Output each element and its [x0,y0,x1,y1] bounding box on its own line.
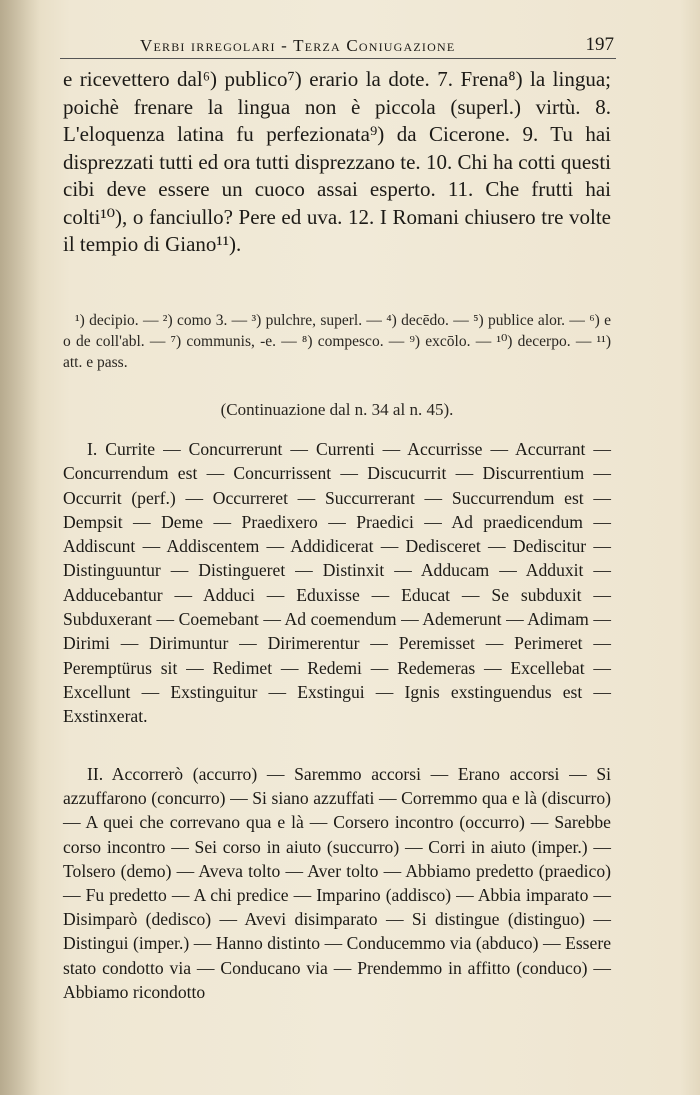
continuation-heading: (Continuazione dal n. 34 al n. 45). [220,400,454,419]
page-number: 197 [585,34,614,55]
page-gutter-shadow [0,0,40,1095]
running-head [60,34,616,59]
footnotes-text: ¹) decipio. — ²) como 3. — ³) pulchre, superl. — ⁴) decēdo. — ⁵) publice alor. — ⁶) e o de coll'abl. — ⁷) communis, -e. — ⁸) compesco. — ⁹) excōlo. — ¹⁰) decerpo. — ¹¹) att. e pass. [63,312,611,371]
section-two-block [63,762,611,1004]
running-head-title: Verbi irregolari - Terza Coniugazione [140,36,456,55]
exercise-text-block [63,66,611,259]
section-one-block [63,437,611,729]
section-one-text: I. Currite — Concurrerunt — Currenti — Accurrisse — Accurrant — Concurrendum est — Concurrissent — Discucurrit — Discurrentium — Occurrit (perf.) — Occurreret — Succurrerant — Succurrendum est — Dempsit — Deme — Praedixero — Praedici — Ad praedicendum — Addiscunt — Addiscentem — Addidicerat — Dedisceret — Dediscitur — Distinguuntur — Distingueret — Distinxit — Adducam — Adduxit — Adducebantur — Adduci — Eduxisse — Educat — Se subduxit — Subduxerant — Coemebant — Ad coemendum — Ademerunt — Adimam — Dirimi — Dirimuntur — Dirimerentur — Peremisset — Perimeret — Peremptürus sit — Redimet — Redemi — Redemeras — Excellebat — Excellunt — Exstinguitur — Exstingui — Ignis exstinguendus est — Exstinxerat. [63,439,611,727]
section-two-text: II. Accorrerò (accurro) — Saremmo accorsi — Erano accorsi — Si azzuffarono (concurro) — Si siano azzuffati — Corremmo qua e là (discurro) — A quei che correvano qua e là — Corsero incontro (occurro) — Sarebbe corso incontro — Sei corso in aiuto (succurro) — Corri in aiuto (imper.) — Tolsero (demo) — Aveva tolto — Aver tolto — Abbiamo predetto (praedico) — Fu predetto — A chi predice — Imparino (addisco) — Abbia imparato — Disimparò (dedisco) — Avevi disimparato — Si distingue (distinguo) — Distingui (imper.) — Hanno distinto — Conducemmo via (abduco) — Essere stato condotto via — Conducano via — Prendemmo in affitto (conduco) — Abbiamo ricondotto [63,764,611,1002]
footnotes-block [63,310,611,373]
exercise-paragraph: e ricevettero dal⁶) publico⁷) erario la dote. 7. Frena⁸) la lingua; poichè frenare la lingua non è piccola (superl.) virtù. 8. L'eloquenza latina fu perfezionata⁹) da Cicerone. 9. Tu hai disprezzati tutti ed ora tutti disprezzano te. 10. Chi ha cotti questi cibi deve essere un cuoco assai esperto. 11. Che frutti hai colti¹⁰), o fanciullo? Pere ed uva. 12. I Romani chiusero tre volte il tempio di Giano¹¹). [63,67,611,256]
